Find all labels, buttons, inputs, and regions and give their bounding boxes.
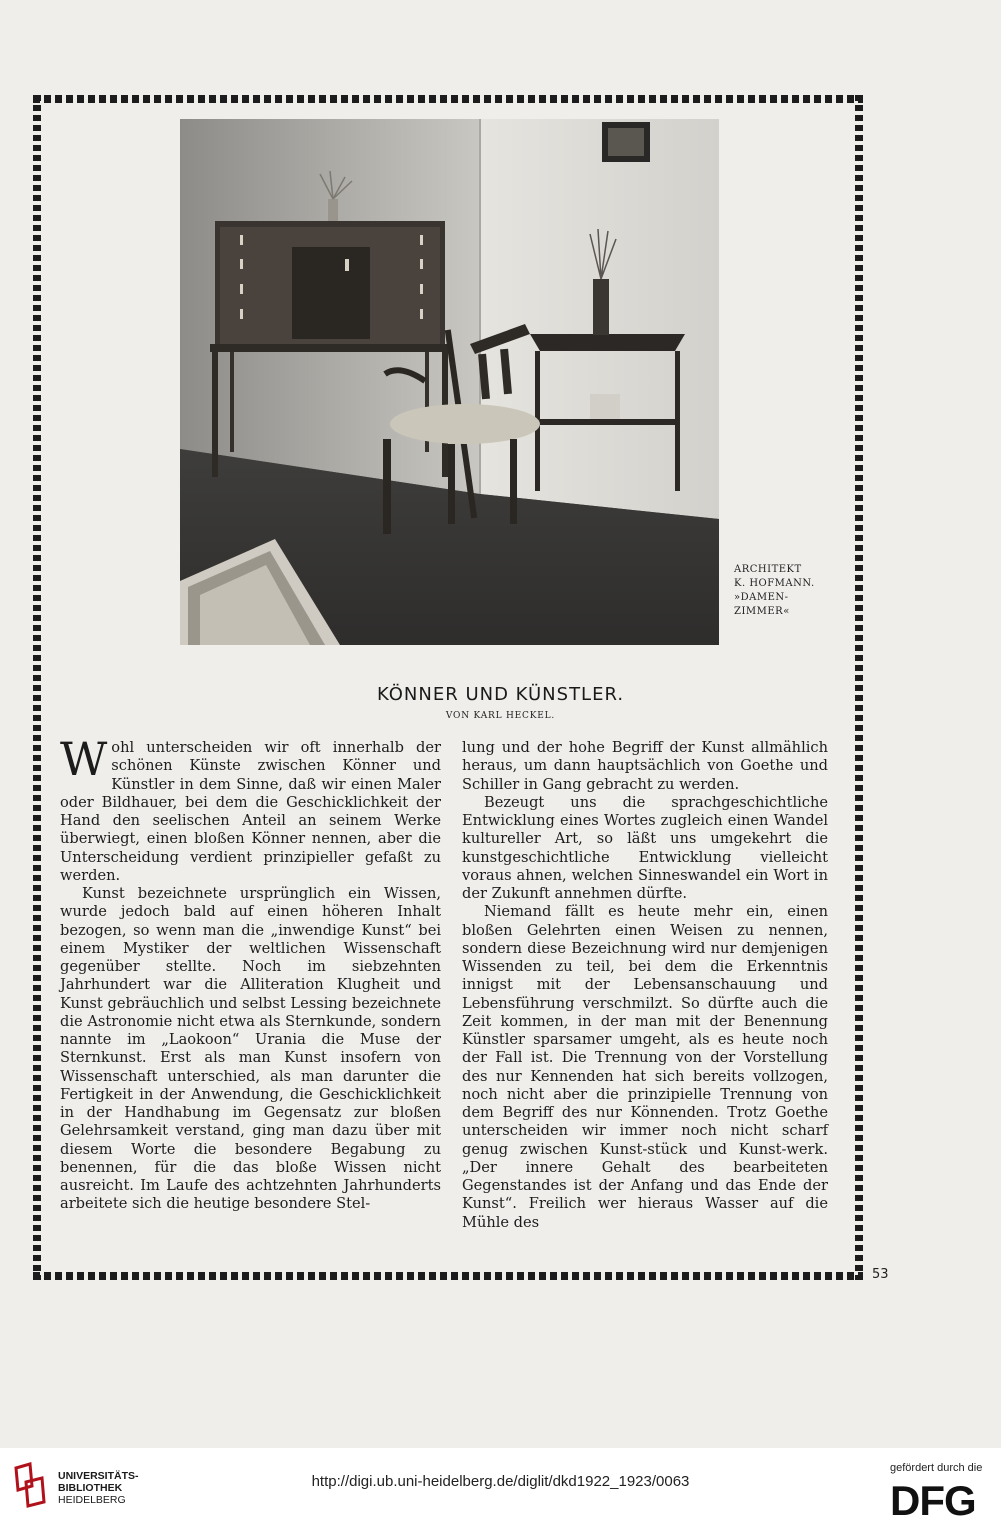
library-name-line: UNIVERSITÄTS- [58, 1470, 139, 1482]
text-column-right [462, 739, 828, 1232]
caption-line: K. HOFMANN. [734, 578, 815, 589]
caption-line: ARCHITEKT [734, 564, 802, 575]
photo-caption [734, 563, 844, 619]
drop-cap: W [60, 732, 108, 786]
paragraph: Kunst bezeichnete ursprünglich ein Wissen, wurde jedoch bald auf einen höheren Inhalt bezogen, so wenn man die „inwendige Kunst“ bei einem Mystiker der weltlichen Wissenschaft gegenüber stellte. Noch im siebzehnten Jahrhundert war die Alliteration Klugheit und Kunst gebräuchlich und selbst Lessing bezeichnete die Astronomie nicht etwa als Sternkunde, sondern nannte im „Laokoon“ Urania die Muse der Sternkunst. Erst als man Kunst insofern von Wissenschaft unterschied, als man darunter die Fertigkeit in der Anwendung, die Geschicklichkeit in der Handhabung im Gegensatz zur bloßen Gelehrsamkeit verstand, ging man dazu über mit diesem Worte die besondere Begabung zu benennen, für die das bloße Wissen nicht ausreicht. Im Laufe des achtzehnten Jahrhunderts arbeitete sich die heutige besondere Stel- [60, 885, 441, 1213]
article-title: KÖNNER UND KÜNSTLER. [376, 684, 625, 705]
text-column-left [60, 732, 441, 1214]
room-illustration [180, 119, 719, 645]
paragraph: Bezeugt uns die sprachgeschichtliche Entwicklung eines Wortes zugleich einen Wandel kultureller Art, so läßt uns umgekehrt die kunstgeschichtliche Entwicklung vielleicht voraus ahnen, welchen Sinneswandel ein Wort in der Zukunft annehmen dürfte. [462, 793, 828, 902]
library-name-line: BIBLIOTHEK [58, 1482, 123, 1494]
permalink-url[interactable]: http://digi.ub.uni-heidelberg.de/diglit/dkd1922_1923/0063 [311, 1473, 690, 1490]
caption-line: »DAMEN- [734, 592, 789, 603]
page-number: 53 [872, 1267, 889, 1282]
article-byline: VON KARL HECKEL. [445, 711, 556, 721]
paragraph-text: ohl unterscheiden wir oft innerhalb der schönen Künste zwischen Könner und Künstler in dem Sinne, daß wir einen Maler oder Bildhauer, bei dem die Geschicklichkeit der Hand den seelischen Anteil an seinem Werke überwiegt, einen bloßen Könner nennen, aber die Unterscheidung verdient prinzipieller gefaßt zu werden. [60, 739, 441, 884]
frame-top-border [33, 95, 863, 103]
paragraph: lung und der hohe Begriff der Kunst allmählich heraus, um dann hauptsächlich von Goethe und Schiller in Gang gebracht zu werden. [462, 739, 828, 793]
frame-bottom-border [33, 1272, 863, 1280]
interior-photograph [180, 119, 719, 645]
paragraph [60, 732, 441, 885]
paragraph: Niemand fällt es heute mehr ein, einen bloßen Gelehrten einen Weisen zu nennen, sondern diese Bezeichnung wird nur demjenigen Wissenden zu teil, bei dem die Erkenntnis innigst mit der Lebensanschauung und Lebensführung verschmilzt. So dürfte auch die Zeit kommen, in der man mit der Benennung Künstler sparsamer umgeht, als es heute noch der Fall ist. Die Trennung von der Vorstellung des nur Kennenden hat sich bereits vollzogen, noch nicht aber die prinzipielle Trennung von dem Begriff des nur Könnenden. Trotz Goethe unterscheiden wir immer noch nicht scharf genug zwischen Kunst-stück und Kunst-werk. „Der innere Gehalt des bearbeiteten Gegenstandes ist der Anfang und das Ende der Kunst“. Freilich wer hieraus Wasser auf die Mühle des [462, 903, 828, 1231]
funding-note: gefördert durch die [890, 1462, 983, 1474]
dfg-logo[interactable]: DFG [890, 1477, 976, 1524]
caption-line: ZIMMER« [734, 606, 790, 617]
library-name-line: HEIDELBERG [58, 1494, 126, 1506]
